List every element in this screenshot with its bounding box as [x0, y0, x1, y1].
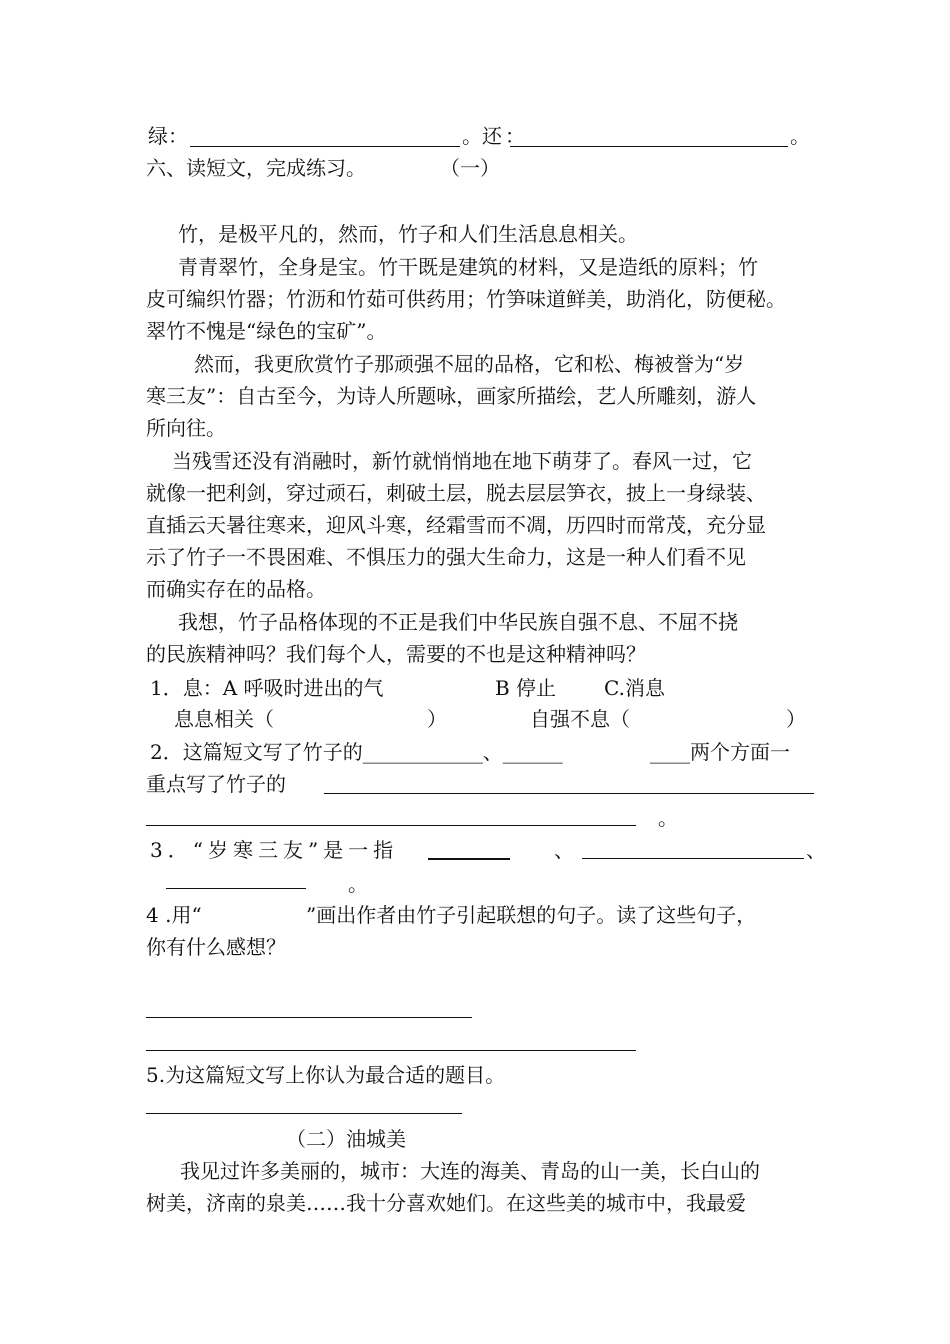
q1-word2-close: ）: [786, 707, 806, 731]
passage1-p4-line5: 而确实存在的品格。: [146, 577, 326, 601]
q3-answer-blank-1[interactable]: [428, 858, 510, 860]
part-one-label: （一）: [440, 156, 500, 180]
passage1-p3-line2: 寒三友”：自古至今，为诗人所题咏，画家所描绘，艺人所雕刻，游人: [146, 384, 757, 408]
q1-word2: 自强不息（: [530, 707, 630, 731]
passage1-p2-line1: 青青翠竹，全身是宝。竹干既是建筑的材料，又是造纸的原料；竹: [178, 255, 758, 279]
q1-option-c: C.消息: [604, 676, 665, 700]
q2-line1-part1: 2．这篇短文写了竹子的____________、______: [150, 740, 563, 764]
passage2-title: （二）油城美: [286, 1127, 406, 1151]
q4-answer-blank-1[interactable]: [146, 1017, 472, 1018]
lu-label: 绿：: [148, 124, 188, 148]
q2-answer-blank-1[interactable]: [324, 793, 814, 794]
passage1-p4-line4: 示了竹子一不畏困难、不惧压力的强大生命力，这是一种人们看不见: [146, 545, 746, 569]
q5-answer-blank[interactable]: [146, 1113, 462, 1114]
q3-line1: 3．“岁寒三友”是一指: [150, 838, 399, 862]
q2-line1-part2: ____两个方面一: [650, 740, 790, 764]
huan-answer-blank[interactable]: [510, 146, 788, 147]
passage1-p4-line1: 当残雪还没有消融时，新竹就悄悄地在地下萌芽了。春风一过，它: [172, 449, 752, 473]
passage1-p4-line2: 就像一把利剑，穿过顽石，刺破土层，脱去层层笋衣，披上一身绿装、: [146, 481, 766, 505]
passage2-line1: 我见过许多美丽的，城市：大连的海美、青岛的山一美，长白山的: [180, 1159, 760, 1183]
q3-sep: 、: [554, 838, 574, 862]
q2-answer-blank-2[interactable]: [146, 825, 636, 826]
passage1-p5-line2: 的民族精神吗？我们每个人，需要的不也是这种精神吗？: [146, 642, 646, 666]
q1-label: 1．息：A 呼吸时进出的气: [150, 676, 384, 700]
q3-answer-blank-2[interactable]: [582, 858, 804, 859]
q2-end: 。: [658, 806, 678, 830]
q4-line1-part1: 4 .用“: [146, 903, 202, 927]
section-six-heading: 六、读短文，完成练习。: [146, 156, 366, 180]
q5-line: 5.为这篇短文写上你认为最合适的题目。: [146, 1063, 506, 1087]
q3-answer-blank-3[interactable]: [166, 888, 306, 889]
q3-end: 。: [348, 872, 368, 896]
q3-sep2: 、: [806, 838, 826, 862]
lu-end: 。还: [462, 124, 502, 148]
passage1-p4-line3: 直插云天暑往寒来，迎风斗寒，经霜雪而不凋，历四时而常茂，充分显: [146, 513, 766, 537]
passage1-p1: 竹，是极平凡的，然而，竹子和人们生活息息相关。: [178, 222, 638, 246]
passage1-p3-line1: 然而，我更欣赏竹子那顽强不屈的品格，它和松、梅被誉为“岁: [194, 352, 745, 376]
q1-word1-close: ）: [427, 707, 447, 731]
q4-line1-part2: ”画出作者由竹子引起联想的句子。读了这些句子，: [306, 903, 757, 927]
q4-line2: 你有什么感想？: [146, 935, 286, 959]
passage2-line2: 树美，济南的泉美……我十分喜欢她们。在这些美的城市中，我最爱: [146, 1191, 746, 1215]
passage1-p2-line2: 皮可编织竹器；竹沥和竹茹可供药用；竹笋味道鲜美，助消化，防便秘。: [146, 287, 786, 311]
q1-option-b: B 停止: [495, 676, 557, 700]
passage1-p3-line3: 所向往。: [146, 416, 226, 440]
q4-answer-blank-2[interactable]: [146, 1050, 636, 1051]
huan-colon: ：: [505, 124, 525, 148]
passage1-p5-line1: 我想，竹子品格体现的不正是我们中华民族自强不息、不屈不挠: [178, 610, 738, 634]
lu-answer-blank[interactable]: [190, 146, 460, 147]
q2-line2: 重点写了竹子的: [146, 772, 286, 796]
passage1-p2-line3: 翠竹不愧是“绿色的宝矿”。: [146, 319, 387, 343]
q1-word1: 息息相关（: [174, 707, 274, 731]
huan-end: 。: [790, 124, 810, 148]
